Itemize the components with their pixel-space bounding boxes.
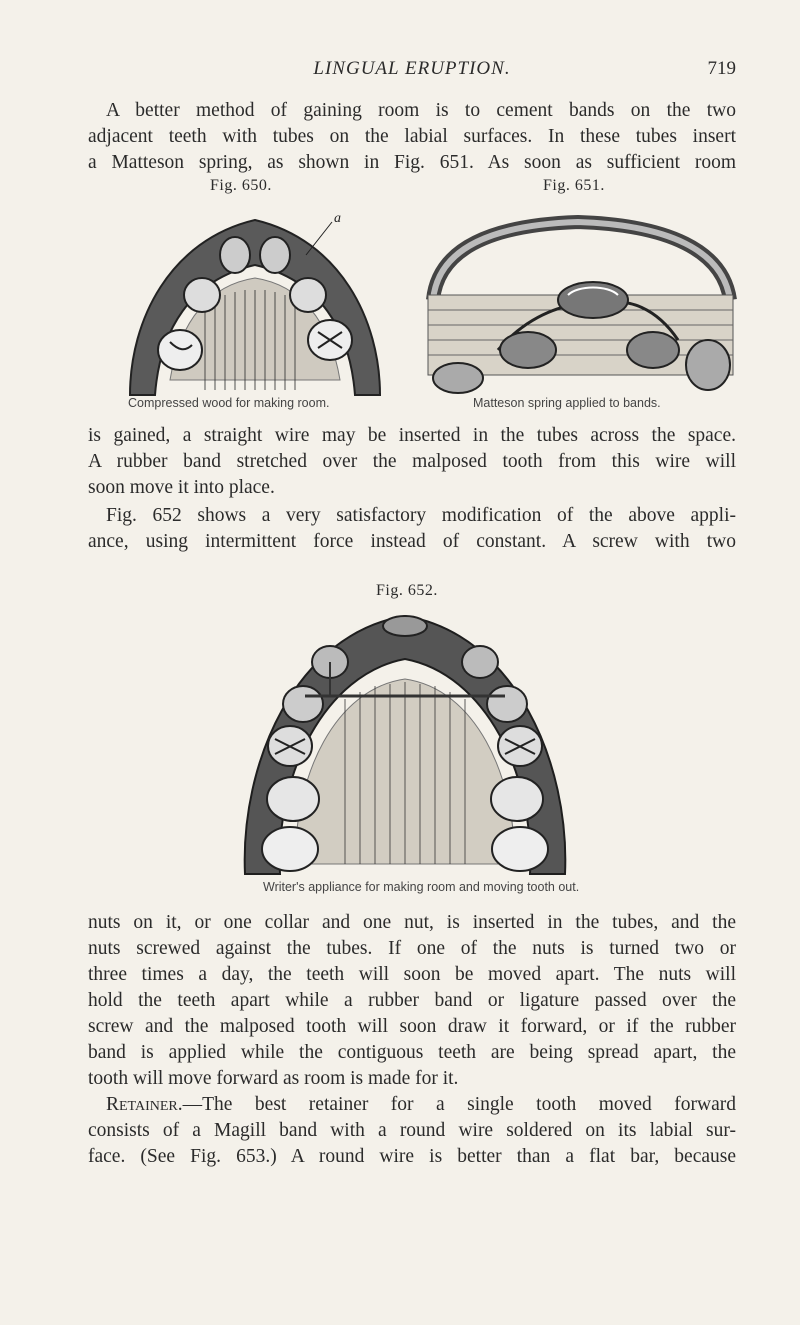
fig-652-caption: Writer's appliance for making room and moving tooth out. <box>263 880 580 894</box>
paragraph-1 <box>88 98 736 176</box>
text-line: A better method of gaining room is to cement bands on the two <box>106 100 736 121</box>
fig-651-caption: Matteson spring applied to bands. <box>473 396 661 410</box>
text-line <box>88 1092 736 1118</box>
text-line: screw and the malposed tooth will soon draw it forward, or if the rubber <box>88 1016 736 1037</box>
text-line: nuts on it, or one collar and one nut, is inserted in the tubes, and the <box>88 912 736 933</box>
paragraph-5 <box>88 1092 736 1170</box>
paragraph-2 <box>88 423 736 501</box>
fig-650-marker: a <box>334 211 341 226</box>
paragraph-3 <box>88 503 736 555</box>
fig-650-illustration <box>110 200 400 400</box>
page-header <box>88 58 736 88</box>
text-line: three times a day, the teeth will soon be moved apart. The nuts will <box>88 964 736 985</box>
paragraph-4 <box>88 910 736 1092</box>
text-line: face. (See Fig. 653.) A round wire is better than a flat bar, because <box>88 1146 736 1167</box>
text-line: consists of a Magill band with a round wire soldered on its labial sur- <box>88 1120 736 1141</box>
text-line: is gained, a straight wire may be inserted in the tubes across the space. <box>88 425 736 446</box>
text-line: hold the teeth apart while a rubber band or ligature passed over the <box>88 990 736 1011</box>
text-line-rest: —The best retainer for a single tooth moved forward <box>182 1094 736 1115</box>
fig-651-label: Fig. 651. <box>543 177 605 194</box>
section-heading-retainer: Retainer. <box>106 1094 183 1115</box>
fig-650-caption: Compressed wood for making room. <box>128 396 330 410</box>
text-line: soon move it into place. <box>88 477 275 498</box>
fig-652-label: Fig. 652. <box>376 582 438 599</box>
text-line: band is applied while the contiguous teeth are being spread apart, the <box>88 1042 736 1063</box>
fig-651-illustration <box>418 200 743 395</box>
text-line: a Matteson spring, as shown in Fig. 651. As soon as sufficient room <box>88 152 736 173</box>
text-line: Fig. 652 shows a very satisfactory modification of the above appli- <box>106 505 736 526</box>
running-head: LINGUAL ERUPTION. <box>313 58 511 79</box>
text-line: tooth will move forward as room is made for it. <box>88 1068 459 1089</box>
text-line: adjacent teeth with tubes on the labial surfaces. In these tubes insert <box>88 126 736 147</box>
fig-652-illustration <box>235 604 575 879</box>
text-line: nuts screwed against the tubes. If one of the nuts is turned two or <box>88 938 736 959</box>
text-line: ance, using intermittent force instead of constant. A screw with two <box>88 531 736 552</box>
text-line: A rubber band stretched over the malposed tooth from this wire will <box>88 451 736 472</box>
page-number: 719 <box>707 58 736 79</box>
fig-650-label: Fig. 650. <box>210 177 272 194</box>
